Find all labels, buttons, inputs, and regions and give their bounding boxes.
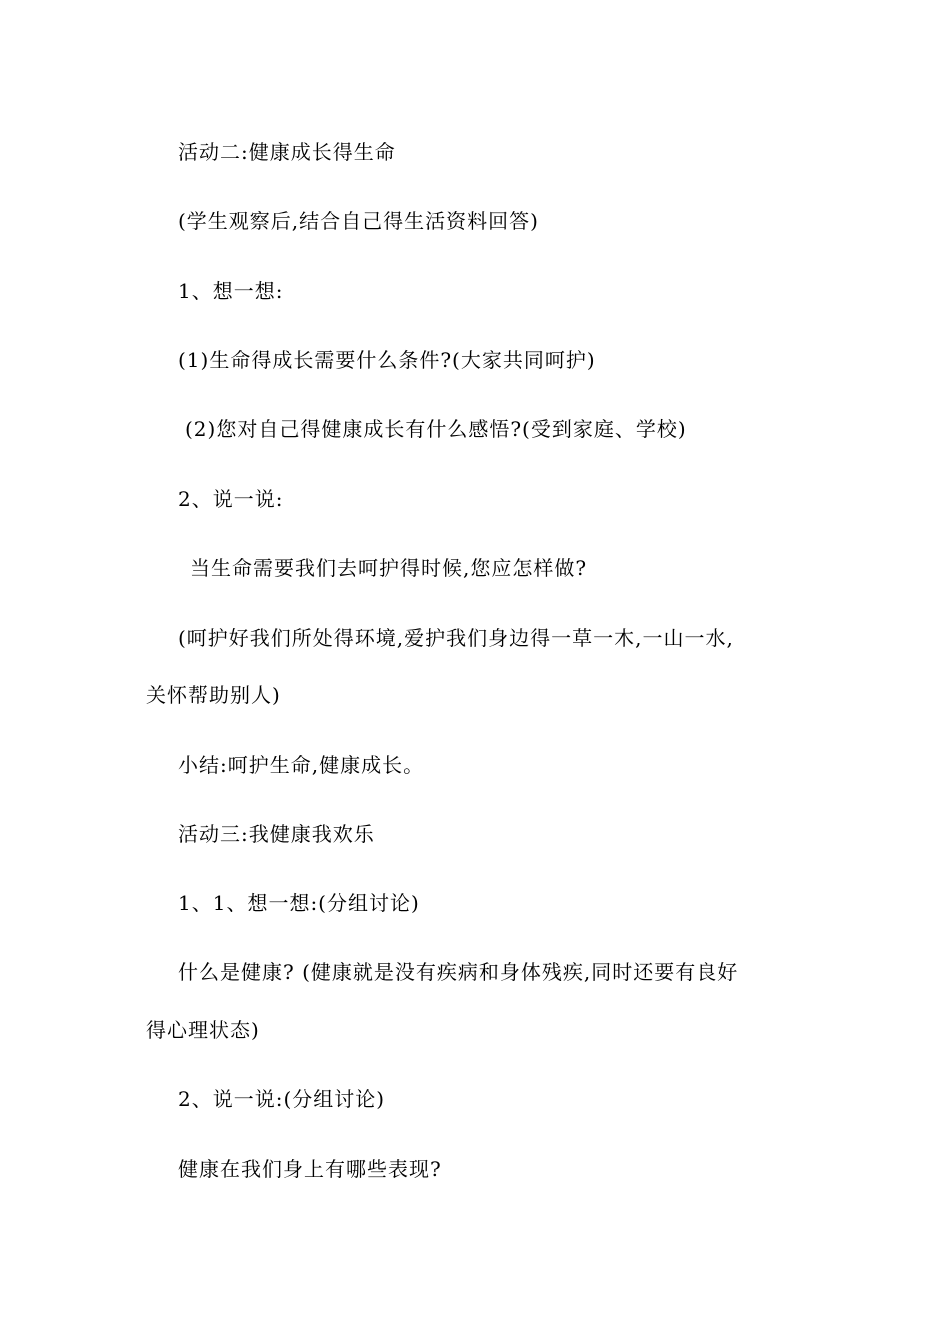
question-2: (2)您对自己得健康成长有什么感悟?(受到家庭、学校) — [185, 417, 687, 441]
question-1: (1)生命得成长需要什么条件?(大家共同呵护) — [178, 348, 596, 372]
question-health-signs: 健康在我们身上有哪些表现? — [178, 1157, 442, 1181]
item-think-group: 1、1、想一想:(分组讨论) — [178, 891, 420, 915]
question-what-is-health: 什么是健康? (健康就是没有疾病和身体残疾,同时还要有良好 — [178, 960, 739, 984]
paragraph-protect-environment: (呵护好我们所处得环境,爱护我们身边得一草一木,一山一水, — [178, 626, 734, 650]
paragraph-when-life-needs: 当生命需要我们去呵护得时候,您应怎样做? — [190, 556, 588, 580]
activity-two-heading: 活动二:健康成长得生命 — [178, 140, 396, 164]
paragraph-student-observation: (学生观察后,结合自己得生活资料回答) — [178, 209, 539, 233]
item-think-1: 1、想一想: — [178, 279, 284, 303]
activity-three-heading: 活动三:我健康我欢乐 — [178, 822, 375, 846]
item-say-2: 2、说一说: — [178, 487, 284, 511]
summary-line: 小结:呵护生命,健康成长。 — [178, 753, 425, 777]
question-what-is-health-cont: 得心理状态) — [146, 1018, 260, 1042]
paragraph-protect-environment-cont: 关怀帮助别人) — [146, 683, 281, 707]
item-say-group: 2、说一说:(分组讨论) — [178, 1087, 386, 1111]
